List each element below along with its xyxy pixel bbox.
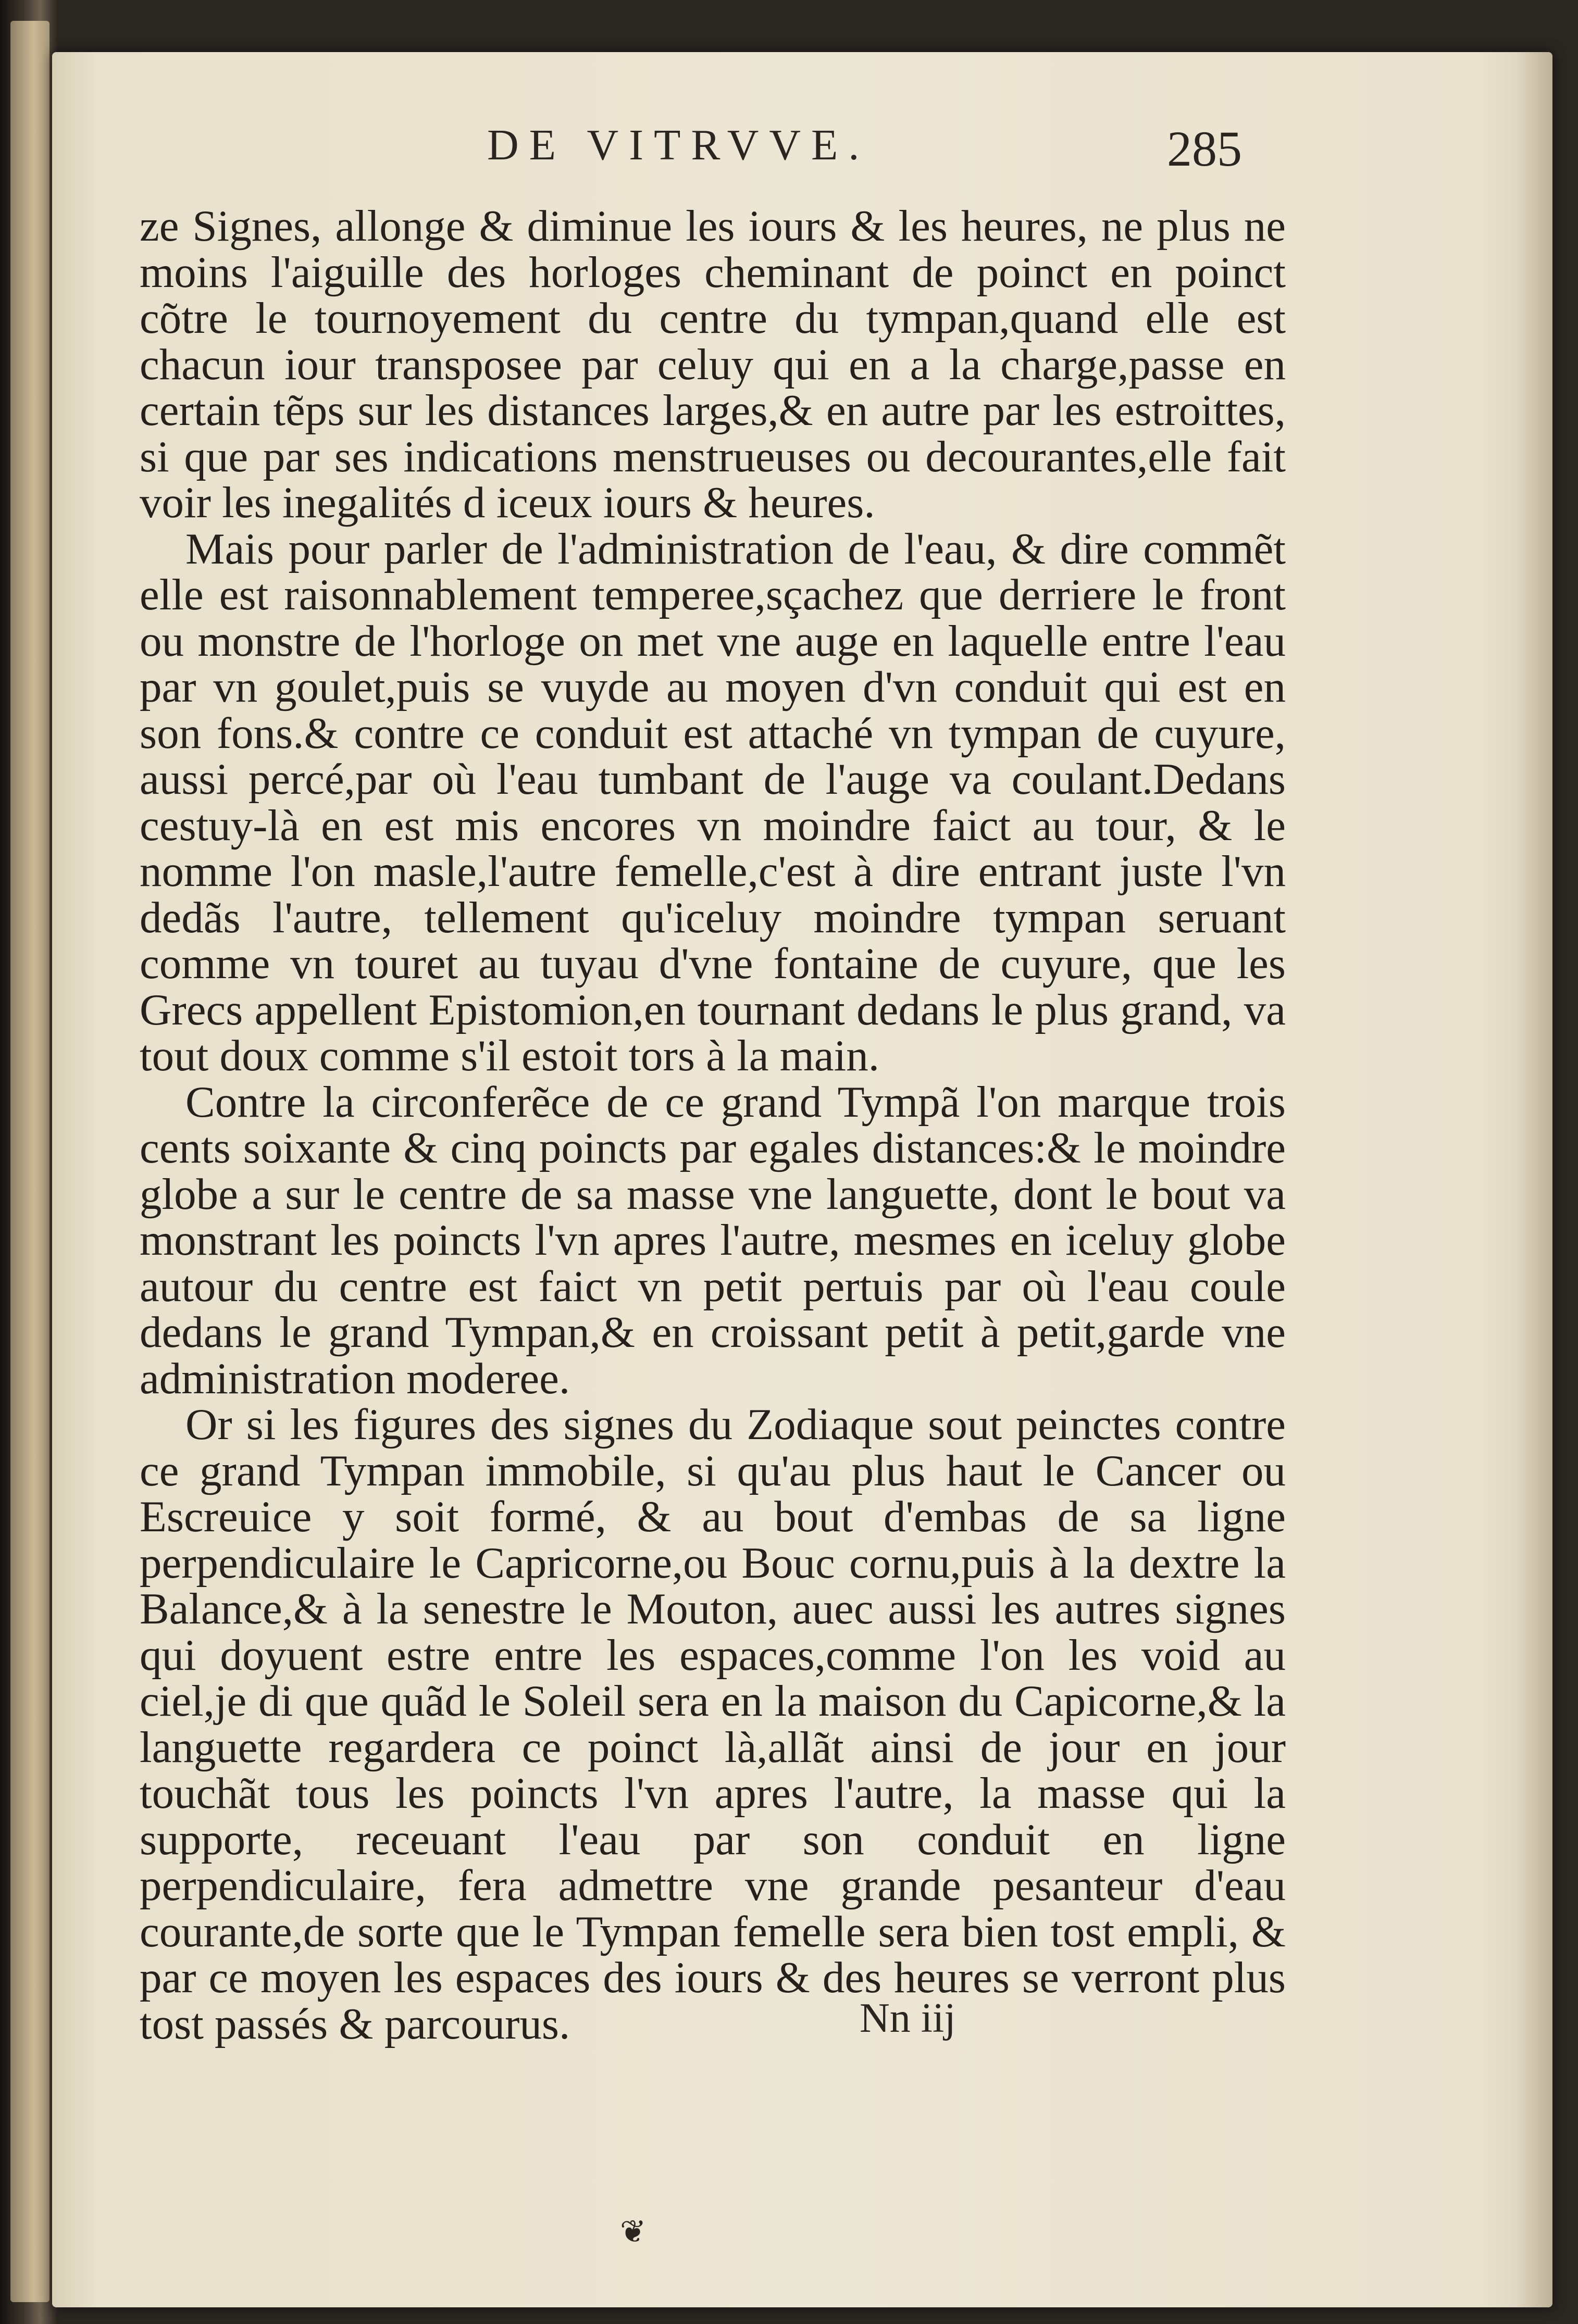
page-number: 285 bbox=[1167, 121, 1242, 177]
paragraph-3: Contre la circonferẽce de ce grand Tympã l'on marque trois cents soixante & cinq poincts par egales distances:& le moindre globe a sur le centre de sa masse vne languette, dont le bout va monstrant les poincts l'vn apres l'autre, mesmes en iceluy globe autour du centre est faict vn petit pertuis par où l'eau coule dedans le grand Tympan,& en croissant petit à petit,garde vne administration moderee. bbox=[140, 1077, 1286, 1403]
book-page bbox=[52, 52, 1552, 2307]
ornament-icon: ❦ bbox=[620, 2215, 647, 2249]
facing-page-edge bbox=[10, 21, 49, 2302]
paragraph-4: Or si les figures des signes du Zodiaque sout peinctes contre ce grand Tympan immobile, si qu'au plus haut le Cancer ou Escreuice y soit formé, & au bout d'embas de sa ligne perpendiculaire le Capricorne,ou Bouc cornu,puis à la dextre la Balance,& à la senestre le Mouton, auec aussi les autres signes qui doyuent estre entre les espaces,comme l'on les void au ciel,je di que quãd le Soleil sera en la maison du Capicorne,& la languette regardera ce poinct là,allãt ainsi de jour en jour touchãt tous les poincts l'vn apres l'autre, la masse qui la supporte, receuant l'eau par son conduit en ligne perpendiculaire, fera admettre vne grande pesanteur d'eau courante,de sorte que le Tympan femelle sera bien tost empli, & par ce moyen les espaces des iours & des heures se verront plus tost passés & parcourus. bbox=[140, 1400, 1286, 2048]
running-head: DE VITRVVE. bbox=[487, 121, 870, 169]
paragraph-1: ze Signes, allonge & diminue les iours & les heures, ne plus ne moins l'aiguille des horloges cheminant de poinct en poinct cõtre le tournoyement du centre du tympan,quand elle est chacun iour transposee par celuy qui en a la charge,passe en certain tẽps sur les distances larges,& en autre par les estroittes, si que par ses indications menstrueuses ou decourantes,elle fait voir les inegalités d iceux iours & heures. bbox=[140, 202, 1286, 527]
body-text bbox=[140, 203, 1286, 2047]
paragraph-2: Mais pour parler de l'administration de l'eau, & dire commẽt elle est raisonnablement temperee,sçachez que derriere le front ou monstre de l'horloge on met vne auge en laquelle entre l'eau par vn goulet,puis se vuyde au moyen d'vn conduit qui est en son fons.& contre ce conduit est attaché vn tympan de cuyure, aussi percé,par où l'eau tumbant de l'auge va coulant.Dedans cestuy-là en est mis encores vn moindre faict au tour, & le nomme l'on masle,l'autre femelle,c'est à dire entrant juste l'vn dedãs l'autre, tellement qu'iceluy moindre tympan seruant comme vn touret au tuyau d'vne fontaine de cuyure, que les Grecs appellent Epistomion,en tournant dedans le plus grand, va tout doux comme s'il estoit tors à la main. bbox=[140, 524, 1286, 1080]
signature-mark: Nn iij bbox=[860, 1995, 956, 2041]
page-header bbox=[52, 120, 1552, 177]
